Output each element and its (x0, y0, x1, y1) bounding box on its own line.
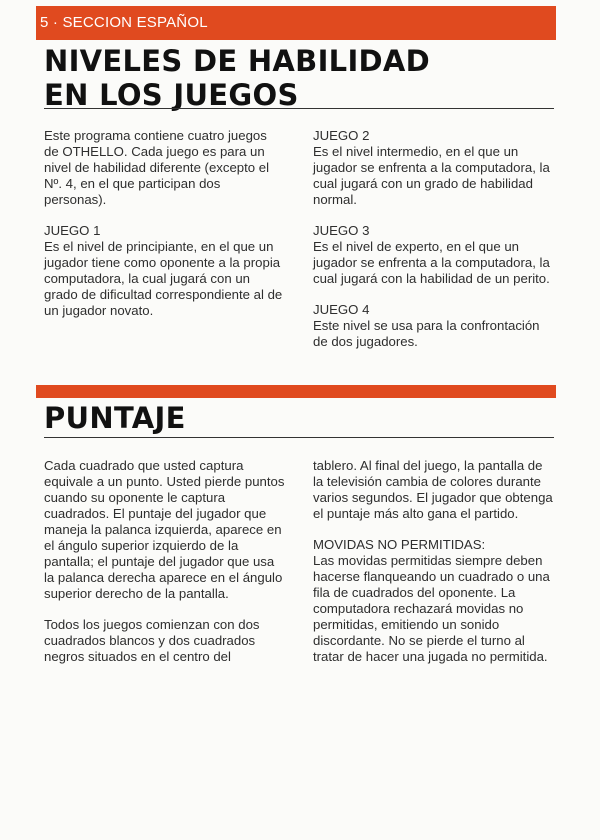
brand-othello: OTHELLO (62, 144, 124, 159)
movidas-heading: MOVIDAS NO PERMITIDAS: (313, 537, 486, 552)
puntaje-paragraph-1: Cada cuadrado que usted captura equivale a un punto. Usted pierde puntos cuando su oponente le captura cuadrados. El puntaje del jugador que maneja la palanca izquierda, aparece en el ángulo superior izquierdo de la pantalla; el puntaje del jugador que usa la palanca derecha aparece en el ángulo superior derecho de la pantalla. (44, 458, 285, 601)
juego1-block (44, 223, 284, 319)
title-underline-2 (44, 437, 554, 438)
column-left-niveles (44, 128, 284, 334)
middle-orange-bar (36, 385, 556, 398)
juego2-heading: JUEGO 2 (313, 128, 370, 143)
section-label: 5 · SECCION ESPAÑOL (40, 14, 208, 31)
section-title-puntaje: PUNTAJE (44, 401, 186, 435)
puntaje-paragraph-3: tablero. Al final del juego, la pantalla de la televisión cambia de colores durante varios segundos. El jugador que obtenga el puntaje más alto gana el partido. (313, 458, 553, 521)
intro-before: Este programa contiene cuatro juegos de (44, 128, 267, 159)
juego2-block (313, 128, 553, 208)
juego4-text: Este nivel se usa para la confrontación de dos jugadores. (313, 318, 540, 349)
juego2-text: Es el nivel intermedio, en el que un jugador se enfrenta a la computadora, la cual jugará con un grado de habilidad normal. (313, 144, 550, 207)
title-line-2: EN LOS JUEGOS (44, 78, 299, 112)
juego4-block (313, 302, 553, 350)
intro-after: . Cada juego es para un nivel de habilidad diferente (excepto el Nº. 4, en el que participan dos personas). (44, 144, 270, 207)
juego1-heading: JUEGO 1 (44, 223, 101, 238)
juego3-text: Es el nivel de experto, en el que un jugador se enfrenta a la computadora, la cual jugará con la habilidad de un perito. (313, 239, 550, 286)
column-right-niveles (313, 128, 553, 365)
column-right-puntaje (313, 458, 555, 680)
juego3-block (313, 223, 553, 287)
movidas-block (313, 537, 555, 665)
title-line-1: NIVELES DE HABILIDAD (44, 44, 431, 78)
juego4-heading: JUEGO 4 (313, 302, 370, 317)
column-left-puntaje (44, 458, 288, 680)
page-title-niveles (44, 44, 544, 112)
juego3-heading: JUEGO 3 (313, 223, 370, 238)
title-underline-1 (44, 108, 554, 109)
intro-paragraph (44, 128, 284, 208)
movidas-text: Las movidas permitidas siempre deben hacerse flanqueando un cuadrado o una fila de cuadrados del oponente. La computadora rechazará movidas no permitidas, emitiendo un sonido discordante. No se pierde el turno al tratar de hacer una jugada no permitida. (313, 553, 550, 664)
puntaje-paragraph-2: Todos los juegos comienzan con dos cuadrados blancos y dos cuadrados negros situados en el centro del (44, 617, 260, 664)
juego1-text: Es el nivel de principiante, en el que un jugador tiene como oponente a la propia computadora, la cual jugará con un grado de dificultad correspondiente al de un jugador novato. (44, 239, 283, 318)
